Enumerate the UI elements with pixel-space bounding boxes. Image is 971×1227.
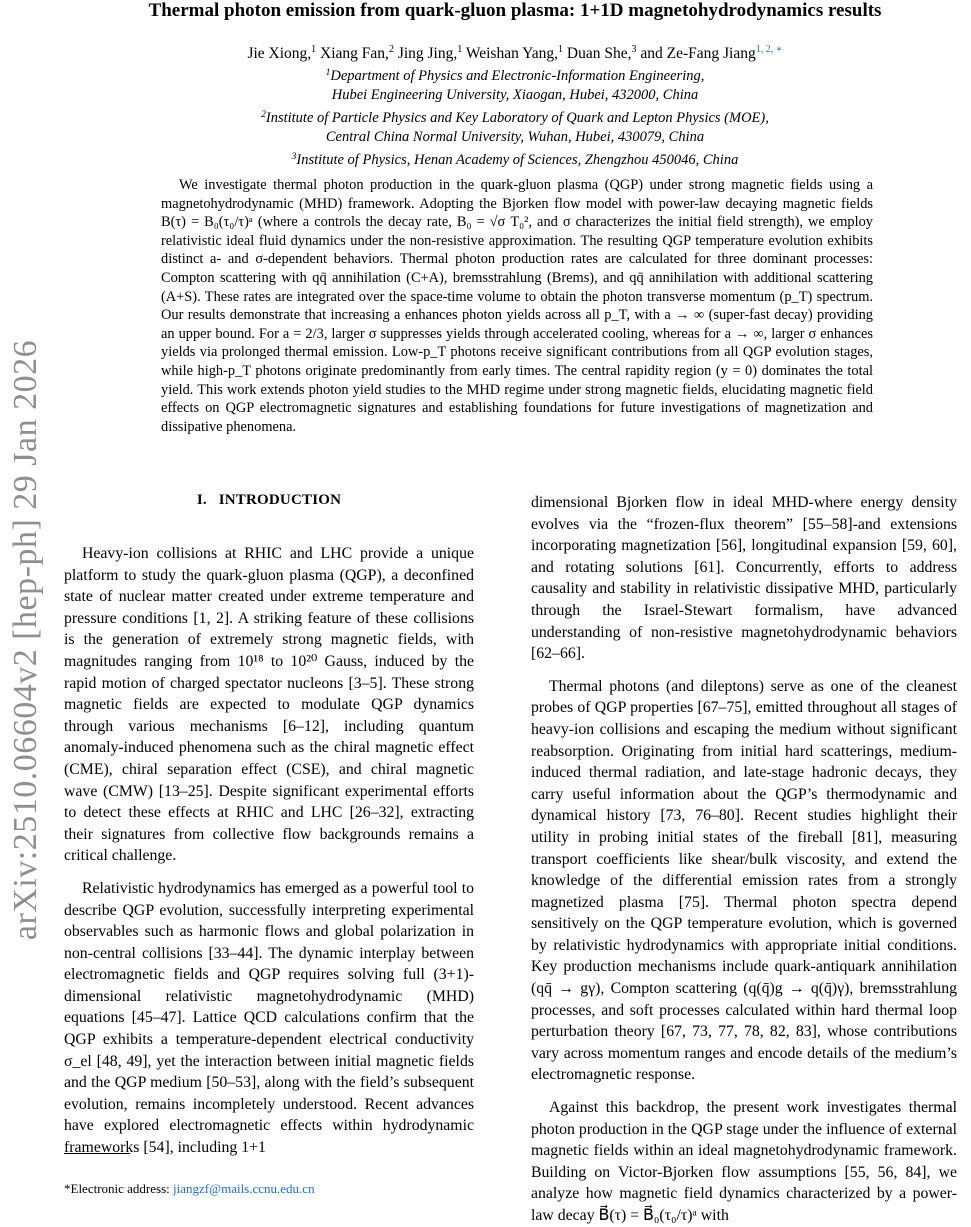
arxiv-identifier: arXiv:2510.06604v2 [hep-ph] 29 Jan 2026 [7,339,44,941]
affiliation-text: Institute of Particle Physics and Key Laboratory of Quark and Lepton Physics (MOE), [265,109,769,126]
body-paragraph: Thermal photons (and dileptons) serve as one of the cleanest probes of QGP properties [67–75], emitted throughout all stages of heavy-ion collisions and escaping the medium without significant reabsorption. Originating from initial hard scatterings, medium-induced thermal radiation, and late-stage hadronic decays, they carry useful information about the QGP’s thermodynamic and dynamical history [73, 76–80]. Recent studies highlight their utility in probing initial states of the fireball [81], measuring transport coefficients like shear/bulk viscosity, and extend the knowledge of the differential emission rates from a strongly magnetized plasma [75]. Thermal photon spectra depend sensitively on the QGP temperature evolution, which is governed by relativistic hydrodynamics with appropriate initial conditions. Key production mechanisms include quark-antiquark annihilation (qq̄ → gγ), Compton scattering (q(q̄)g → q(q̄)γ), bremsstrahlung processes, and soft processes calculated within hard thermal loop perturbation theory [67, 73, 77, 78, 82, 83], whose contributions vary across momentum ranges and encode details of the medium’s electromagnetic response. [531,677,957,1084]
footnote-label: *Electronic address: [64,1181,174,1196]
body-paragraph: dimensional Bjorken flow in ideal MHD-where energy density evolves via the “frozen-flux theorem” [55–58]-and extensions incorporating magnetization [56], longitudinal expansion [59, 60], and rotating solutions [61]. Concurrently, efforts to address causality and stability in relativistic dissipative MHD, particularly through the Israel-Stewart formalism, have advanced understanding of non-resistive magnetohydrodynamic behaviors [62–66]. [531,494,957,663]
author-affiliation-mark: 1 [457,44,463,55]
affiliation-line [60,148,970,170]
affiliation-mark: 3 [291,151,297,162]
affiliation-text: Institute of Physics, Henan Academy of Sciences, Zhengzhou 450046, China [296,151,739,168]
abstract [161,176,873,436]
affiliation-text: Department of Physics and Electronic-Information Engineering, [330,68,705,84]
footnote [64,1181,315,1197]
author-list [60,40,970,64]
affiliation-line: Central China Normal University, Wuhan, Hubei, 430079, China [325,129,705,146]
section-number: I. [196,492,207,508]
author-name: Duan She, [566,45,632,62]
affiliation-mark: 2 [261,109,266,120]
section-heading [64,490,474,510]
author-name: Xiang Fan, [320,45,389,62]
affiliations [60,64,970,170]
affiliation-line: Hubei Engineering University, Xiaogan, Hubei, 432000, China [331,87,699,104]
author-affiliation-mark: 1 [558,44,564,55]
author-affiliation-mark: 3 [631,44,637,55]
body-paragraph: Heavy-ion collisions at RHIC and LHC provide a unique platform to study the quark-gluon plasma (QGP), a deconfined state of nuclear matter created under extreme temperature and pressure conditions [1, 2]. A striking feature of these collisions is the generation of extremely strong magnetic fields, with magnitudes ranging from 10¹⁸ to 10²⁰ Gauss, induced by the rapid motion of charged spectator nucleons [3–5]. These strong magnetic fields are expected to modulate QGP dynamics through various mechanisms [6–12], including quantum anomaly-induced phenomena such as the chiral magnetic effect (CME), chiral separation effect (CSE), and chiral magnetic wave (CMW) [13–25]. Despite significant experimental efforts to detect these effects at RHIC and LHC [26–32], extracting their signatures from collective flow backgrounds remains a critical challenge. [64,545,474,865]
abstract-text: We investigate thermal photon production in the quark-gluon plasma (QGP) under strong magnetic fields using a magnetohydrodynamic (MHD) framework. Adopting the Bjorken flow model with power-law decaying magnetic fields B(τ) = B₀(τ₀/τ)ᵃ (where a controls the decay rate, B₀ = √σ T₀², and σ characterizes the initial field strength), we employ relativistic ideal fluid dynamics under the non-resistive approximation. The resulting QGP temperature evolution exhibits distinct a- and σ-dependent behaviors. Thermal photon production rates are calculated for three dominant processes: Compton scattering with qq̄ annihilation (C+A), bremsstrahlung (Brems), and qq̄ annihilation with additional scattering (A+S). These rates are integrated over the space-time volume to obtain the photon transverse momentum (p_T) spectrum. Our results demonstrate that increasing a enhances photon yields across all p_T, with a → ∞ (super-fast decay) providing an upper bound. For a = 2/3, larger σ suppresses yields through accelerated cooling, whereas for a → ∞, larger σ enhances yields via prolonged thermal emission. Low-p_T photons receive significant contributions from all QGP evolution stages, while high-p_T photons originate predominantly from early times. The central rapidity region (y = 0) dominates the total yield. This work extends photon yield studies to the MHD regime under strong magnetic fields, elucidating magnetic field effects on QGP electromagnetic signatures and establishing foundations for future investigations of magnetization and dissipative phenomena. [161,177,873,435]
author-affiliation-mark: 1 [311,44,317,55]
author-name: Weishan Yang, [465,45,559,62]
body-paragraph: Against this backdrop, the present work investigates thermal photon production in the QGP stage under the influence of external magnetic fields within an ideal magnetohydrodynamic framework. Building on Victor-Bjorken flow assumptions [55, 56, 84], we analyze how magnetic field dynamics characterized by a power-law decay B⃗(τ) = B⃗₀(τ₀/τ)ᵃ with [531,1099,957,1224]
author-affiliation-mark: 2 [388,44,394,55]
author-name: Jie Xiong, [247,45,312,62]
paper-title: Thermal photon emission from quark-gluon plasma: 1+1D magnetohydrodynamics results [148,0,882,21]
footnote-divider [64,1153,130,1154]
author-name: and Ze-Fang Jiang [640,45,756,62]
author-name: Jing Jing, [397,45,458,62]
arxiv-side-stamp [4,290,48,990]
affiliation-line [60,64,970,86]
email-link[interactable]: jiangzf@mails.ccnu.edu.cn [173,1181,315,1196]
corresponding-author-mark[interactable]: 1, 2, ∗ [755,44,783,55]
left-column [64,490,474,1159]
right-column [531,492,957,1227]
affiliation-mark: 1 [325,68,331,78]
body-paragraph: Relativistic hydrodynamics has emerged as a powerful tool to describe QGP evolution, successfully interpreting experimental observables such as harmonic flows and global polarization in non-central collisions [33–44]. The dynamic interplay between electromagnetic fields and QGP requires solving full (3+1)-dimensional relativistic magnetohydrodynamic (MHD) equations [45–47]. Lattice QCD calculations confirm that the QGP exhibits a temperature-dependent electrical conductivity σ_el [48, 49], yet the interaction between initial magnetic fields and the QGP medium [50–53], along with the field’s subsequent evolution, remains incompletely understood. Recent advances have explored electromagnetic effects within hydrodynamic frameworks [54], including 1+1 [64,879,474,1157]
affiliation-line [60,106,970,128]
section-title: INTRODUCTION [218,492,342,508]
